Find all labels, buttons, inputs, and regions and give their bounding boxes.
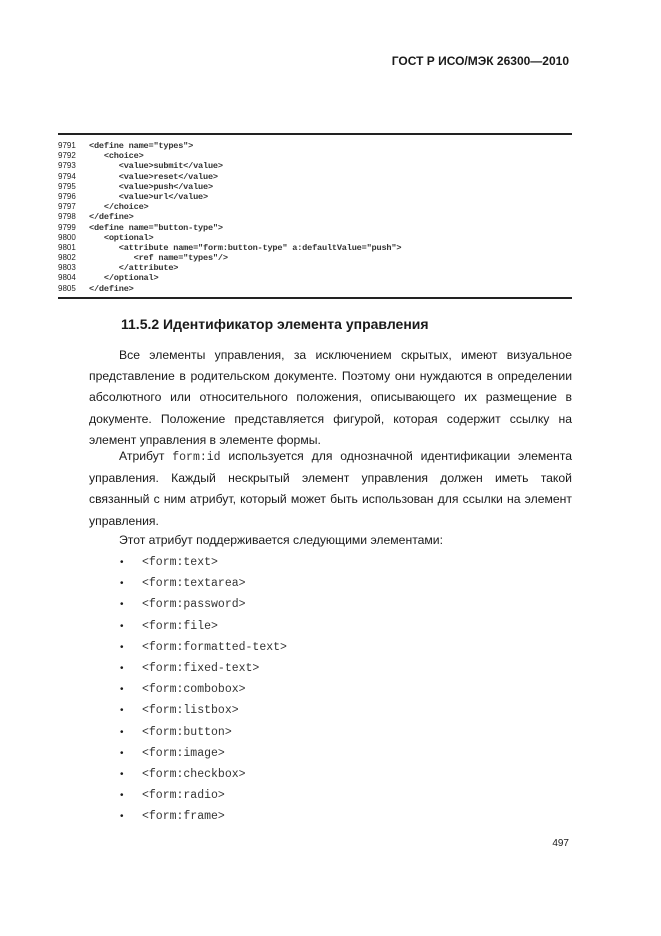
line-number: 9805 <box>58 283 76 293</box>
list-item-text: <form:checkbox> <box>142 767 246 781</box>
code-text: <define name="types"> <box>89 141 194 151</box>
list-item <box>120 658 287 679</box>
code-text: </attribute> <box>89 263 179 274</box>
bullet: • <box>120 811 124 823</box>
code-line <box>58 243 572 253</box>
code-text: <attribute name="form:button-type" a:defaultValue="push"> <box>89 242 402 253</box>
line-number: 9804 <box>58 273 76 283</box>
code-text: <value>reset</value> <box>89 171 218 182</box>
line-number: 9798 <box>58 212 76 222</box>
list-item <box>120 785 287 806</box>
code-text: <value>submit</value> <box>89 161 223 172</box>
list-item-text: <form:frame> <box>142 810 225 824</box>
list-item-text: <form:button> <box>142 725 232 739</box>
code-listing <box>58 133 572 299</box>
line-number: 9795 <box>58 181 76 191</box>
paragraph-text: Атрибут <box>119 449 173 463</box>
list-item <box>120 679 287 700</box>
code-line <box>58 141 572 151</box>
list-item-text: <form:file> <box>142 619 218 633</box>
code-text: </choice> <box>89 202 149 213</box>
code-line <box>58 253 572 263</box>
line-number: 9803 <box>58 263 76 273</box>
line-number: 9799 <box>58 222 76 232</box>
list-item-text: <form:password> <box>142 598 246 612</box>
list-item-text: <form:formatted-text> <box>142 640 287 654</box>
list-item-text: <form:radio> <box>142 789 225 803</box>
list-item-text: <form:text> <box>142 556 218 569</box>
paragraph <box>89 446 572 532</box>
list-item <box>120 573 287 594</box>
line-number: 9801 <box>58 242 76 252</box>
line-number: 9796 <box>58 191 76 201</box>
code-text: <choice> <box>89 151 144 162</box>
line-number: 9793 <box>58 161 76 171</box>
bullet: • <box>120 557 124 568</box>
code-line <box>58 284 572 294</box>
section-title: 11.5.2 Идентификатор элемента управления <box>121 316 429 332</box>
code-line <box>58 192 572 202</box>
bullet: • <box>120 768 124 780</box>
line-number: 9792 <box>58 151 76 161</box>
code-text: </define> <box>89 212 134 223</box>
code-line <box>58 161 572 171</box>
list-item <box>120 743 287 764</box>
bullet: • <box>120 705 124 717</box>
list-item <box>120 594 287 615</box>
code-text: <value>url</value> <box>89 191 208 202</box>
code-text: <define name="button-type"> <box>89 222 223 233</box>
bullet: • <box>120 599 124 611</box>
code-line <box>58 212 572 222</box>
list-item-text: <form:combobox> <box>142 683 246 697</box>
element-list <box>120 552 287 827</box>
bullet: • <box>120 684 124 696</box>
paragraph-text: используется для однозначной идентификации элемента управления. Каждый нескрытый элемент управления должен иметь такой связанный с ним атрибут, который может быть использован для ссылки на элемент управления. <box>89 449 572 528</box>
bullet: • <box>120 620 124 632</box>
bullet: • <box>120 641 124 653</box>
paragraph <box>89 530 572 551</box>
code-line <box>58 273 572 283</box>
list-item-text: <form:textarea> <box>142 577 246 591</box>
code-line <box>58 233 572 243</box>
list-item-text: <form:listbox> <box>142 704 239 718</box>
list-item <box>120 616 287 637</box>
bullet: • <box>120 726 124 738</box>
code-text: <value>push</value> <box>89 181 213 192</box>
line-number: 9802 <box>58 253 76 263</box>
list-item <box>120 700 287 721</box>
line-number: 9800 <box>58 232 76 242</box>
code-text: <ref name="types"/> <box>89 253 228 264</box>
inline-code: form:id <box>172 451 221 464</box>
code-line <box>58 202 572 212</box>
bullet: • <box>120 747 124 759</box>
code-line <box>58 263 572 273</box>
list-item <box>120 806 287 827</box>
code-line <box>58 151 572 161</box>
list-item <box>120 764 287 785</box>
list-item <box>120 722 287 743</box>
line-number: 9794 <box>58 171 76 181</box>
paragraph <box>89 345 572 451</box>
paragraph-text: Все элементы управления, за исключением скрытых, имеют визуальное представление в родительском документе. Поэтому они нуждаются в определении абсолютного или относительного положения, описывающего их размещение в документе. Положение представляется фигурой, которая содержит ссылку на элемент управления в элементе формы. <box>89 348 572 447</box>
line-number: 9791 <box>58 141 76 150</box>
bullet: • <box>120 790 124 802</box>
bullet: • <box>120 578 124 590</box>
code-line <box>58 223 572 233</box>
paragraph-text: Этот атрибут поддерживается следующими элементами: <box>119 533 443 547</box>
list-item <box>120 637 287 658</box>
code-line <box>58 172 572 182</box>
line-number: 9797 <box>58 202 76 212</box>
list-item-text: <form:image> <box>142 746 225 760</box>
list-item <box>120 552 287 573</box>
list-item-text: <form:fixed-text> <box>142 661 260 675</box>
page-number: 497 <box>552 838 569 849</box>
code-text: </define> <box>89 283 134 294</box>
standard-designation: ГОСТ Р ИСО/МЭК 26300—2010 <box>391 54 569 68</box>
code-line <box>58 182 572 192</box>
code-text: <optional> <box>89 232 154 243</box>
bullet: • <box>120 662 124 674</box>
code-text: </optional> <box>89 273 159 284</box>
